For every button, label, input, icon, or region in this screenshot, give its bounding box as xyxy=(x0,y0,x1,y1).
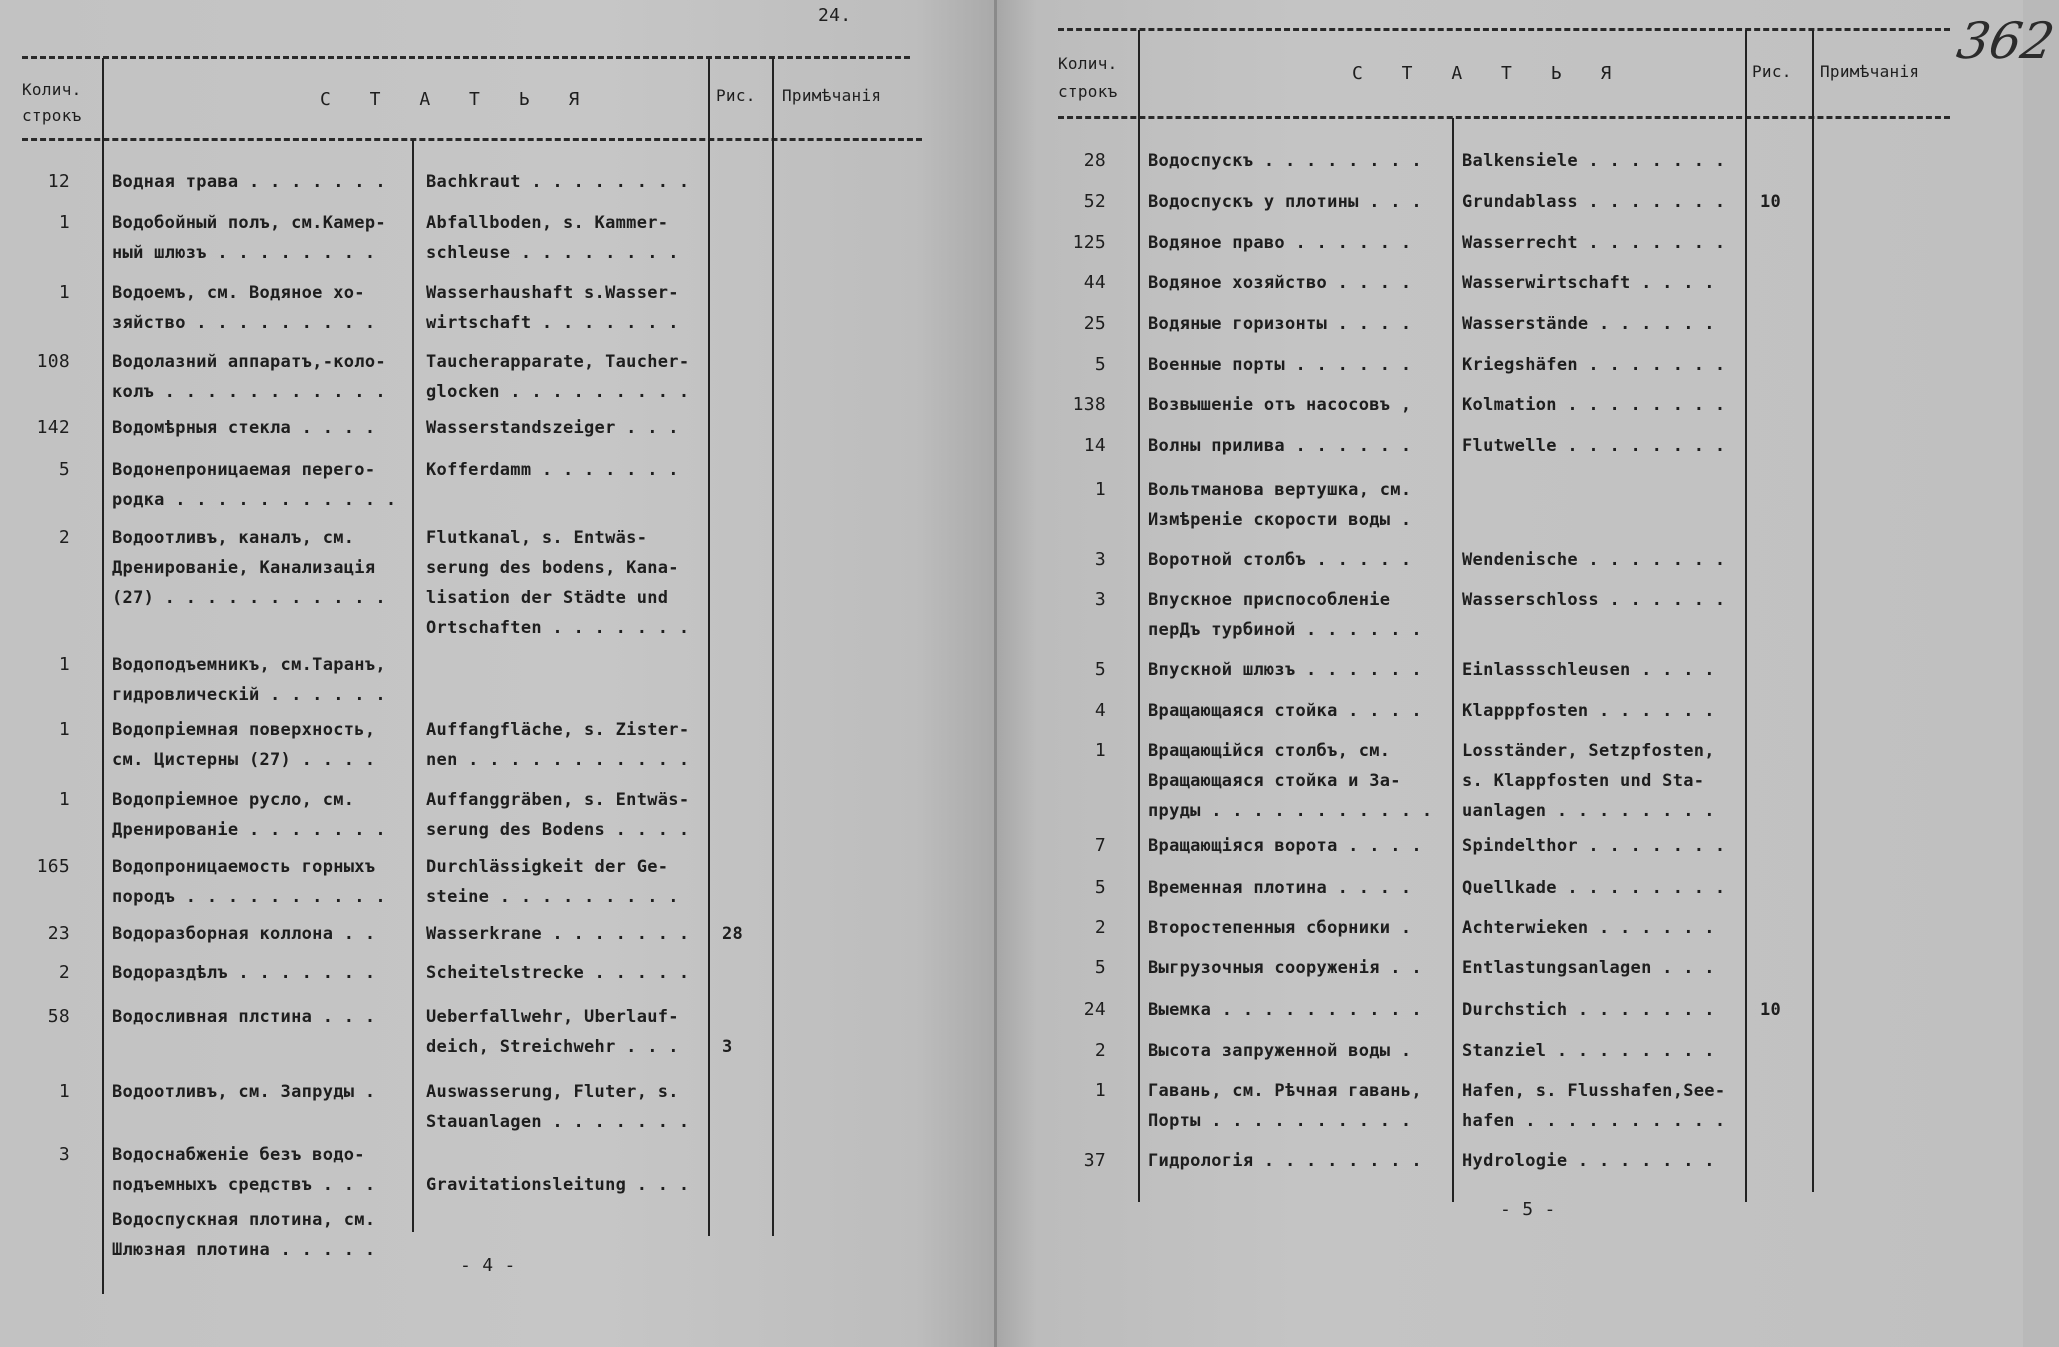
line-count: 28 xyxy=(1083,150,1106,171)
line-count: 4 xyxy=(1094,700,1106,721)
line-count: 37 xyxy=(1083,1150,1106,1171)
right-footer-page-number: - 5 - xyxy=(1500,1199,1556,1220)
russian-term: Вольтманова вертушка, см. xyxy=(1148,480,1412,500)
right-header-top-rule xyxy=(1058,28,1950,31)
russian-term: см. Цистерны (27) . . . . xyxy=(112,750,376,770)
russian-term: Водораздѣлъ . . . . . . . xyxy=(112,963,376,983)
russian-term: Вращающійся столбъ, см. xyxy=(1148,741,1391,761)
line-count: 1 xyxy=(58,789,70,810)
russian-term: Водоспускная плотина, см. xyxy=(112,1210,376,1230)
right-ru-de-divider xyxy=(1452,118,1454,1202)
russian-term: Водоразборная коллона . . xyxy=(112,924,376,944)
line-count: 7 xyxy=(1094,835,1106,856)
russian-term: Вращающаяся стойка . . . . xyxy=(1148,701,1422,721)
line-count: 14 xyxy=(1083,435,1106,456)
german-term: Grundablass . . . . . . . xyxy=(1462,192,1726,212)
figure-reference: 28 xyxy=(722,924,744,944)
right-header-article: С Т А Т Ь Я xyxy=(1352,63,1626,84)
russian-term: (27) . . . . . . . . . . . xyxy=(112,588,386,608)
right-header-fig: Рис. xyxy=(1752,62,1792,81)
german-term: Stauanlagen . . . . . . . xyxy=(426,1112,690,1132)
russian-term: Водобойный полъ, см.Камер- xyxy=(112,213,386,233)
german-term: serung des bodens, Kana- xyxy=(426,558,679,578)
german-term: serung des Bodens . . . . xyxy=(426,820,690,840)
german-term: Kolmation . . . . . . . . xyxy=(1462,395,1726,415)
german-term: uanlagen . . . . . . . . xyxy=(1462,801,1715,821)
russian-term: Порты . . . . . . . . . . xyxy=(1148,1111,1412,1131)
german-term: Wasserhaushaft s.Wasser- xyxy=(426,283,679,303)
handwritten-folio-number: 362 xyxy=(1952,12,2059,70)
russian-term: колъ . . . . . . . . . . . xyxy=(112,382,386,402)
german-term: Wasserkrane . . . . . . . xyxy=(426,924,690,944)
german-term: Entlastungsanlagen . . . xyxy=(1462,958,1715,978)
russian-term: Дренированіе . . . . . . . xyxy=(112,820,386,840)
german-term: Balkensiele . . . . . . . xyxy=(1462,151,1726,171)
left-header-bottom-rule xyxy=(22,138,922,141)
german-term: Wasserstandszeiger . . . xyxy=(426,418,679,438)
german-term: Scheitelstrecke . . . . . xyxy=(426,963,690,983)
left-count-column-rule xyxy=(102,58,104,1294)
russian-term: Водяное хозяйство . . . . xyxy=(1148,273,1412,293)
german-term: Ueberfallwehr, Uberlauf- xyxy=(426,1007,679,1027)
russian-term: Водоотливъ, каналъ, см. xyxy=(112,528,355,548)
german-term: Auswasserung, Fluter, s. xyxy=(426,1082,679,1102)
russian-term: Водопроницаемость горныхъ xyxy=(112,857,376,877)
right-header-count-line1: Колич. xyxy=(1058,54,1118,73)
line-count: 12 xyxy=(47,171,70,192)
russian-term: Возвышеніе отъ насосовъ , xyxy=(1148,395,1412,415)
german-term: nen . . . . . . . . . . . xyxy=(426,750,690,770)
german-term: glocken . . . . . . . . . xyxy=(426,382,690,402)
german-term: Flutkanal, s. Entwäs- xyxy=(426,528,648,548)
line-count: 1 xyxy=(58,719,70,740)
russian-term: Водоемъ, см. Водяное хо- xyxy=(112,283,365,303)
right-header-count-line2: строкъ xyxy=(1058,82,1118,101)
german-term: Taucherapparate, Taucher- xyxy=(426,352,690,372)
russian-term: породъ . . . . . . . . . . xyxy=(112,887,386,907)
german-term: Wasserwirtschaft . . . . xyxy=(1462,273,1715,293)
russian-term: Шлюзная плотина . . . . . xyxy=(112,1240,376,1260)
german-term: Auffanggräben, s. Entwäs- xyxy=(426,790,690,810)
line-count: 5 xyxy=(58,459,70,480)
right-notes-column-rule xyxy=(1812,30,1814,1192)
line-count: 5 xyxy=(1094,957,1106,978)
german-term: Durchstich . . . . . . . xyxy=(1462,1000,1715,1020)
line-count: 24 xyxy=(1083,999,1106,1020)
line-count: 142 xyxy=(36,417,70,438)
russian-term: пруды . . . . . . . . . . . xyxy=(1148,801,1433,821)
german-term: Wasserstände . . . . . . xyxy=(1462,314,1715,334)
russian-term: Водная трава . . . . . . . xyxy=(112,172,386,192)
russian-term: Дренированіе, Канализація xyxy=(112,558,376,578)
german-term: Achterwieken . . . . . . xyxy=(1462,918,1715,938)
russian-term: Водопріемная поверхность, xyxy=(112,720,376,740)
german-term: Wendenische . . . . . . . xyxy=(1462,550,1726,570)
line-count: 1 xyxy=(58,1081,70,1102)
russian-term: родка . . . . . . . . . . . xyxy=(112,490,397,510)
russian-term: Временная плотина . . . . xyxy=(1148,878,1412,898)
line-count: 2 xyxy=(58,527,70,548)
left-header-notes: Примѣчанія xyxy=(782,86,882,105)
russian-term: Измѣреніе скорости воды . xyxy=(1148,510,1412,530)
russian-term: Гавань, см. Рѣчная гавань, xyxy=(1148,1081,1422,1101)
german-term: Gravitationsleitung . . . xyxy=(426,1175,690,1195)
russian-term: перДъ турбиной . . . . . . xyxy=(1148,620,1422,640)
german-term: Ortschaften . . . . . . . xyxy=(426,618,690,638)
german-term: Hafen, s. Flusshafen,See- xyxy=(1462,1081,1726,1101)
german-term: Flutwelle . . . . . . . . xyxy=(1462,436,1726,456)
german-term: Abfallboden, s. Kammer- xyxy=(426,213,669,233)
russian-term: гидровлическій . . . . . . xyxy=(112,685,386,705)
left-header-count-line2: строкъ xyxy=(22,106,82,125)
line-count: 1 xyxy=(1094,1080,1106,1101)
line-count: 5 xyxy=(1094,659,1106,680)
left-footer-page-number: - 4 - xyxy=(460,1255,516,1276)
line-count: 2 xyxy=(1094,1040,1106,1061)
german-term: Kriegshäfen . . . . . . . xyxy=(1462,355,1726,375)
russian-term: Водолазний аппаратъ,-коло- xyxy=(112,352,386,372)
left-ru-de-divider xyxy=(412,140,414,1232)
line-count: 1 xyxy=(1094,479,1106,500)
line-count: 1 xyxy=(58,282,70,303)
german-term: lisation der Städte und xyxy=(426,588,669,608)
german-term: Hydrologie . . . . . . . xyxy=(1462,1151,1715,1171)
line-count: 1 xyxy=(58,212,70,233)
russian-term: Вращающіяся ворота . . . . xyxy=(1148,836,1422,856)
german-term: Wasserschloss . . . . . . xyxy=(1462,590,1726,610)
german-term: Durchlässigkeit der Ge- xyxy=(426,857,669,877)
line-count: 1 xyxy=(1094,740,1106,761)
book-spine xyxy=(994,0,997,1347)
russian-term: Водоснабженіе безъ водо- xyxy=(112,1145,365,1165)
russian-term: Водоспускъ . . . . . . . . xyxy=(1148,151,1422,171)
russian-term: Водосливная плстина . . . xyxy=(112,1007,376,1027)
german-term: Klapppfosten . . . . . . xyxy=(1462,701,1715,721)
left-notes-column-rule xyxy=(772,58,774,1236)
german-term: Kofferdamm . . . . . . . xyxy=(426,460,679,480)
german-term: wirtschaft . . . . . . . xyxy=(426,313,679,333)
figure-reference: 10 xyxy=(1760,192,1782,212)
line-count: 58 xyxy=(47,1006,70,1027)
russian-term: Водоподъемникъ, см.Таранъ, xyxy=(112,655,386,675)
russian-term: Вращающаяся стойка и За- xyxy=(1148,771,1401,791)
line-count: 5 xyxy=(1094,877,1106,898)
russian-term: зяйство . . . . . . . . . xyxy=(112,313,376,333)
russian-term: Впускной шлюзъ . . . . . . xyxy=(1148,660,1422,680)
russian-term: Волны прилива . . . . . . xyxy=(1148,436,1412,456)
russian-term: Второстепенныя сборники . xyxy=(1148,918,1412,938)
russian-term: Выемка . . . . . . . . . . xyxy=(1148,1000,1422,1020)
line-count: 3 xyxy=(58,1144,70,1165)
right-header-bottom-rule xyxy=(1058,116,1950,119)
line-count: 165 xyxy=(36,856,70,877)
line-count: 25 xyxy=(1083,313,1106,334)
german-term: steine . . . . . . . . . xyxy=(426,887,679,907)
line-count: 1 xyxy=(58,654,70,675)
russian-term: Водоотливъ, см. Запруды . xyxy=(112,1082,376,1102)
russian-term: Водоспускъ у плотины . . . xyxy=(1148,192,1422,212)
russian-term: ный шлюзъ . . . . . . . . xyxy=(112,243,376,263)
german-term: Stanziel . . . . . . . . xyxy=(1462,1041,1715,1061)
german-term: hafen . . . . . . . . . . xyxy=(1462,1111,1726,1131)
russian-term: Выгрузочныя сооруженія . . xyxy=(1148,958,1422,978)
german-term: Losständer, Setzpfosten, xyxy=(1462,741,1715,761)
line-count: 44 xyxy=(1083,272,1106,293)
left-header-fig: Рис. xyxy=(716,86,756,105)
left-fig-column-rule xyxy=(708,58,710,1236)
figure-reference: 3 xyxy=(722,1037,733,1057)
line-count: 5 xyxy=(1094,354,1106,375)
left-top-page-number: 24. xyxy=(818,5,852,26)
russian-term: Водяные горизонты . . . . xyxy=(1148,314,1412,334)
line-count: 138 xyxy=(1072,394,1106,415)
right-fig-column-rule xyxy=(1745,30,1747,1202)
russian-term: Гидрологія . . . . . . . . xyxy=(1148,1151,1422,1171)
russian-term: Впускное приспособленіе xyxy=(1148,590,1391,610)
german-term: Einlassschleusen . . . . xyxy=(1462,660,1715,680)
german-term: schleuse . . . . . . . . xyxy=(426,243,679,263)
russian-term: Водопріемное русло, см. xyxy=(112,790,355,810)
russian-term: Водяное право . . . . . . xyxy=(1148,233,1412,253)
line-count: 125 xyxy=(1072,232,1106,253)
german-term: Bachkraut . . . . . . . . xyxy=(426,172,690,192)
russian-term: Высота запруженной воды . xyxy=(1148,1041,1412,1061)
german-term: Wasserrecht . . . . . . . xyxy=(1462,233,1726,253)
line-count: 2 xyxy=(58,962,70,983)
russian-term: Водонепроницаемая перего- xyxy=(112,460,376,480)
russian-term: Военные порты . . . . . . xyxy=(1148,355,1412,375)
german-term: Auffangfläche, s. Zister- xyxy=(426,720,690,740)
line-count: 3 xyxy=(1094,589,1106,610)
russian-term: подъемныхъ средствъ . . . xyxy=(112,1175,376,1195)
left-header-top-rule xyxy=(22,56,910,59)
line-count: 3 xyxy=(1094,549,1106,570)
german-term: deich, Streichwehr . . . xyxy=(426,1037,679,1057)
left-header-article: С Т А Т Ь Я xyxy=(320,89,594,110)
figure-reference: 10 xyxy=(1760,1000,1782,1020)
german-term: Spindelthor . . . . . . . xyxy=(1462,836,1726,856)
german-term: Quellkade . . . . . . . . xyxy=(1462,878,1726,898)
line-count: 23 xyxy=(47,923,70,944)
line-count: 2 xyxy=(1094,917,1106,938)
russian-term: Воротной столбъ . . . . . xyxy=(1148,550,1412,570)
right-count-column-rule xyxy=(1138,30,1140,1202)
russian-term: Водомѣрныя стекла . . . . xyxy=(112,418,376,438)
line-count: 108 xyxy=(36,351,70,372)
left-header-count-line1: Колич. xyxy=(22,80,82,99)
right-header-notes: Примѣчанія xyxy=(1820,62,1920,81)
german-term: s. Klappfosten und Sta- xyxy=(1462,771,1705,791)
line-count: 52 xyxy=(1083,191,1106,212)
